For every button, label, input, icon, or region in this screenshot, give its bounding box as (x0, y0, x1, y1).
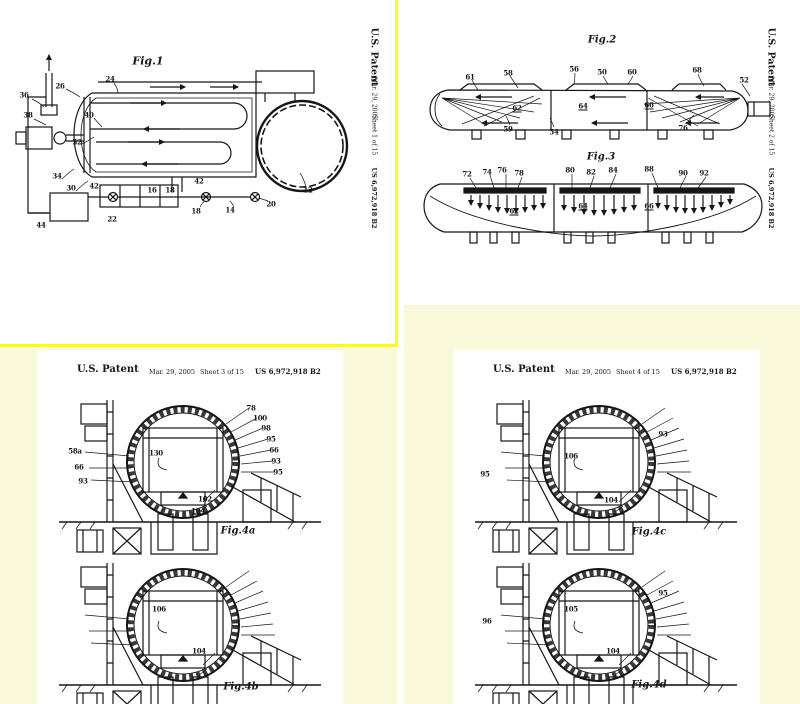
callout-20: 20 (266, 199, 276, 209)
callout-104: 104 (192, 646, 206, 656)
callout-93: 93 (658, 429, 668, 439)
patent-header (37, 364, 343, 380)
callout-54: 54 (549, 127, 559, 137)
figure-label-fig2: Fig.2 (587, 34, 617, 46)
callout-62: 62 (512, 103, 522, 113)
callout-50: 50 (597, 67, 607, 77)
fig4a-cross-section-drawing (55, 394, 325, 559)
fig4b-cross-section-drawing (55, 557, 325, 704)
callout-30: 30 (66, 183, 76, 193)
callout-105: 105 (564, 604, 578, 614)
callout-95: 95 (266, 434, 276, 444)
header-date: Mar. 29, 2005 (565, 368, 612, 376)
callout-32: 32 (72, 137, 82, 147)
figure-label-fig4c: Fig.4c (631, 526, 667, 538)
callout-95: 95 (658, 588, 668, 598)
callout-98: 98 (261, 423, 271, 433)
patent-page-sheet1-selected[interactable] (0, 0, 398, 347)
callout-58: 58 (503, 68, 513, 78)
callout-68: 68 (692, 65, 702, 75)
callout-93: 93 (78, 476, 88, 486)
fig4d-cross-section-drawing (471, 557, 741, 704)
callout-16: 16 (147, 185, 157, 195)
callout-64: 64 (578, 201, 588, 211)
callout-18: 18 (165, 185, 175, 195)
stamp-patent-number: US 6,972,918 B2 (370, 167, 378, 229)
callout-58a: 58a (68, 446, 82, 456)
callout-42: 42 (89, 181, 99, 191)
stamp-patent-title: U.S. Patent (368, 27, 380, 87)
callout-66: 66 (269, 445, 279, 455)
callout-93: 93 (271, 456, 281, 466)
stamp-date: Mar. 29, 2005 (370, 76, 378, 120)
callout-64: 64 (578, 101, 588, 111)
patent-stamp-vertical (361, 0, 387, 290)
callout-104: 104 (191, 506, 205, 516)
callout-52: 52 (739, 75, 749, 85)
callout-18: 18 (191, 206, 201, 216)
figure-label-fig4a: Fig.4a (220, 525, 256, 537)
fig4c-cross-section-drawing (471, 394, 741, 559)
callout-104: 104 (604, 495, 618, 505)
figure-fig4c (471, 394, 741, 559)
callout-82: 82 (586, 167, 596, 177)
figure-fig3 (414, 148, 784, 260)
figure-label-fig4d: Fig.4d (631, 679, 667, 691)
callout-104: 104 (606, 646, 620, 656)
callout-96: 96 (482, 616, 492, 626)
callout-56: 56 (569, 64, 579, 74)
stamp-sheet: Sheet 1 of 15 (370, 114, 378, 156)
callout-84: 84 (608, 165, 618, 175)
callout-95: 95 (480, 469, 490, 479)
callout-40: 40 (84, 110, 94, 120)
header-patent-title: U.S. Patent (493, 364, 555, 375)
patent-page-sheet4[interactable] (453, 350, 760, 704)
callout-72: 72 (462, 169, 472, 179)
patent-header (453, 364, 760, 380)
header-sheet: Sheet 3 of 15 (200, 368, 244, 376)
callout-106: 106 (152, 604, 166, 614)
callout-26: 26 (55, 81, 65, 91)
callout-76: 76 (497, 165, 507, 175)
patent-page-sheet3[interactable] (37, 350, 343, 704)
callout-90: 90 (678, 168, 688, 178)
callout-78: 78 (514, 168, 524, 178)
callout-24: 24 (105, 74, 115, 84)
callout-80: 80 (565, 165, 575, 175)
fig3-vessel-drawing (414, 148, 784, 260)
figure-fig4a (55, 394, 325, 559)
callout-88: 88 (644, 164, 654, 174)
callout-74: 74 (482, 167, 492, 177)
figure-label-fig1: Fig.1 (132, 54, 164, 68)
header-patent-number: US 6,972,918 B2 (671, 367, 737, 376)
stamp-patent-title: U.S. Patent (765, 27, 777, 87)
callout-44: 44 (36, 220, 46, 230)
callout-36: 36 (19, 90, 29, 100)
figure-fig4b (55, 557, 325, 704)
callout-102: 102 (198, 494, 212, 504)
callout-92: 92 (699, 168, 709, 178)
callout-100: 100 (253, 413, 267, 423)
callout-76: 76 (678, 123, 688, 133)
patent-stamp-vertical (758, 0, 784, 290)
figure-fig1 (10, 45, 350, 235)
callout-130: 130 (149, 448, 163, 458)
figure-label-fig3: Fig.3 (586, 151, 616, 163)
callout-62: 62 (509, 206, 519, 216)
callout-106: 106 (564, 451, 578, 461)
patent-page-sheet2[interactable] (399, 0, 800, 305)
stamp-date: Mar. 29, 2005 (767, 76, 775, 120)
callout-95: 95 (273, 467, 283, 477)
figure-fig4d (471, 557, 741, 704)
callout-12: 12 (303, 185, 313, 195)
stamp-sheet: Sheet 2 of 15 (767, 114, 775, 156)
callout-61: 61 (465, 72, 475, 82)
callout-78: 78 (246, 403, 256, 413)
callout-38: 38 (23, 110, 33, 120)
fig1-boiler-drawing (10, 45, 350, 235)
callout-66: 66 (644, 201, 654, 211)
callout-59: 59 (503, 124, 513, 134)
callout-60: 60 (627, 67, 637, 77)
callout-66: 66 (74, 462, 84, 472)
callout-66: 66 (644, 100, 654, 110)
fig2-vessel-drawing (414, 27, 784, 150)
figure-label-fig4b: Fig.4b (223, 681, 259, 693)
header-patent-number: US 6,972,918 B2 (255, 367, 321, 376)
stamp-patent-number: US 6,972,918 B2 (767, 167, 775, 229)
callout-34: 34 (52, 171, 62, 181)
header-date: Mar. 29, 2005 (149, 368, 196, 376)
callout-22: 22 (107, 214, 117, 224)
header-patent-title: U.S. Patent (77, 364, 139, 375)
figure-fig2 (414, 27, 784, 150)
callout-14: 14 (225, 205, 235, 215)
header-sheet: Sheet 4 of 15 (616, 368, 660, 376)
callout-42: 42 (194, 176, 204, 186)
